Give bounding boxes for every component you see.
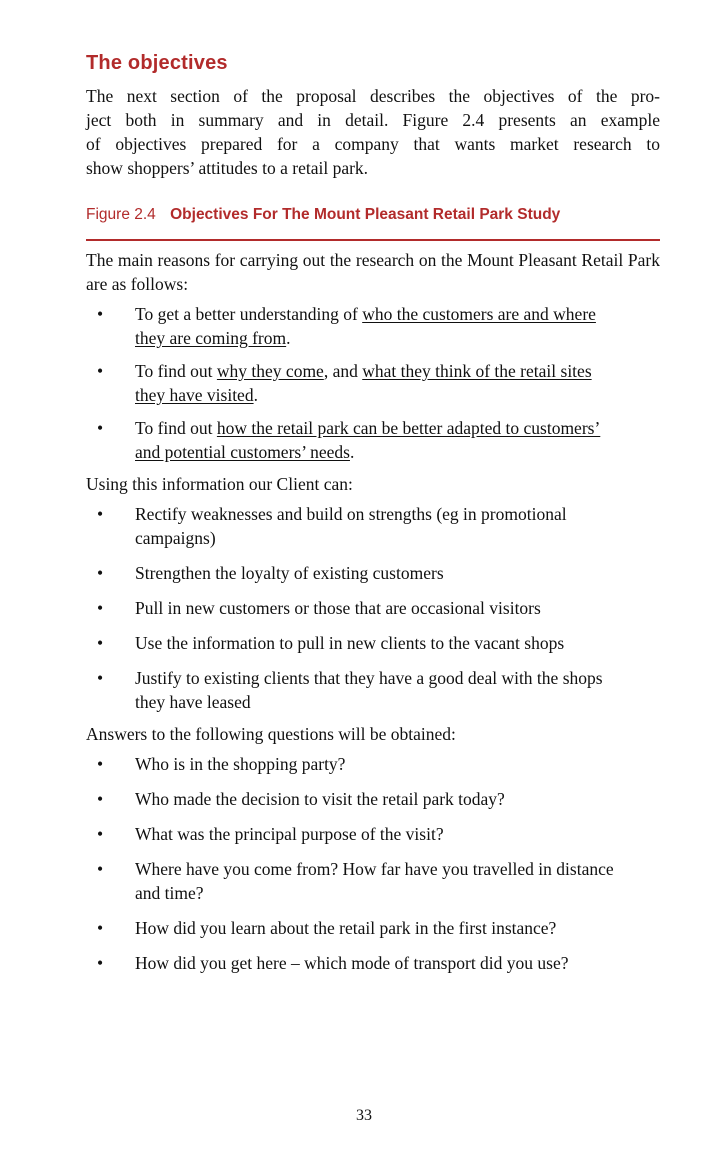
intro-line: of objectives prepared for a company that wants market research to xyxy=(86,134,660,154)
list-item xyxy=(86,631,614,655)
list-item xyxy=(86,951,614,975)
list-item xyxy=(86,302,606,350)
list-item-text: Use the information to pull in new clients to the vacant shops xyxy=(135,633,565,653)
bullet-icon: • xyxy=(97,563,104,583)
bullet-icon: • xyxy=(97,754,104,774)
list-item-text: Pull in new customers or those that are occasional visitors xyxy=(135,598,541,618)
list-item xyxy=(86,787,614,811)
text-fragment: To find out xyxy=(135,418,217,438)
bullet-icon: • xyxy=(97,953,104,973)
bullet-icon: • xyxy=(97,304,104,324)
list-item-text: How did you get here – which mode of transport did you use? xyxy=(135,953,569,973)
underlined-phrase: why they come xyxy=(216,361,324,381)
figure-number: Figure 2.4 xyxy=(86,206,156,223)
bullet-icon: • xyxy=(97,668,104,688)
intro-line: The next section of the proposal describes the objectives of the pro- xyxy=(86,86,660,106)
reasons-intro: The main reasons for carrying out the research on the Mount Pleasant Retail Park are as follows: xyxy=(86,250,660,294)
list-item xyxy=(86,359,606,407)
reasons-list xyxy=(86,302,606,464)
page-number: 33 xyxy=(356,1107,372,1124)
list-item xyxy=(86,822,614,846)
questions-list xyxy=(86,752,614,975)
text-fragment: . xyxy=(349,442,355,462)
list-item-text: Who made the decision to visit the retail park today? xyxy=(135,789,505,809)
list-item xyxy=(86,857,614,905)
list-item xyxy=(86,596,614,620)
bullet-icon: • xyxy=(97,598,104,618)
list-item xyxy=(86,916,614,940)
section-heading: The objectives xyxy=(86,52,228,74)
list-item-text: Rectify weaknesses and build on strengths (eg in promotional campaigns) xyxy=(135,504,567,548)
intro-line: ject both in summary and in detail. Figure 2.4 presents an example xyxy=(86,110,660,130)
client-list xyxy=(86,502,614,714)
underlined-phrase: how the retail park can be better adapted to customers’ and potential customers’ needs xyxy=(135,418,601,462)
bullet-icon: • xyxy=(97,504,104,524)
text-fragment: To get a better understanding of xyxy=(135,304,363,324)
list-item-text: Justify to existing clients that they have a good deal with the shops they have leased xyxy=(135,668,603,712)
list-item-text: Strengthen the loyalty of existing customers xyxy=(135,563,444,583)
client-intro: Using this information our Client can: xyxy=(86,474,353,494)
list-item xyxy=(86,416,606,464)
list-item-text: How did you learn about the retail park in the first instance? xyxy=(135,918,557,938)
text-fragment: . xyxy=(286,328,291,348)
list-item-text: Where have you come from? How far have you travelled in distance and time? xyxy=(135,859,614,903)
figure-caption xyxy=(86,206,660,224)
figure-rule xyxy=(86,239,660,241)
text-fragment: , and xyxy=(323,361,363,381)
intro-paragraph xyxy=(86,84,660,180)
bullet-icon: • xyxy=(97,918,104,938)
list-item xyxy=(86,502,614,550)
text-fragment: To find out xyxy=(135,361,217,381)
list-item xyxy=(86,561,614,585)
underlined-phrase: who the customers are and where they are coming from xyxy=(135,304,596,348)
bullet-icon: • xyxy=(97,824,104,844)
text-fragment: . xyxy=(253,385,258,405)
list-item xyxy=(86,666,614,714)
figure-title: Objectives For The Mount Pleasant Retail Park Study xyxy=(170,206,561,223)
bullet-icon: • xyxy=(97,859,104,879)
figure-body xyxy=(86,248,660,975)
underlined-phrase: what they think of the retail sites they have visited xyxy=(135,361,592,405)
questions-intro: Answers to the following questions will be obtained: xyxy=(86,724,456,744)
list-item-text: What was the principal purpose of the visit? xyxy=(135,824,444,844)
list-item xyxy=(86,752,614,776)
bullet-icon: • xyxy=(97,418,104,438)
list-item-text: Who is in the shopping party? xyxy=(135,754,346,774)
intro-line: show shoppers’ attitudes to a retail park. xyxy=(86,158,369,178)
bullet-icon: • xyxy=(97,361,104,381)
bullet-icon: • xyxy=(97,789,104,809)
bullet-icon: • xyxy=(97,633,104,653)
